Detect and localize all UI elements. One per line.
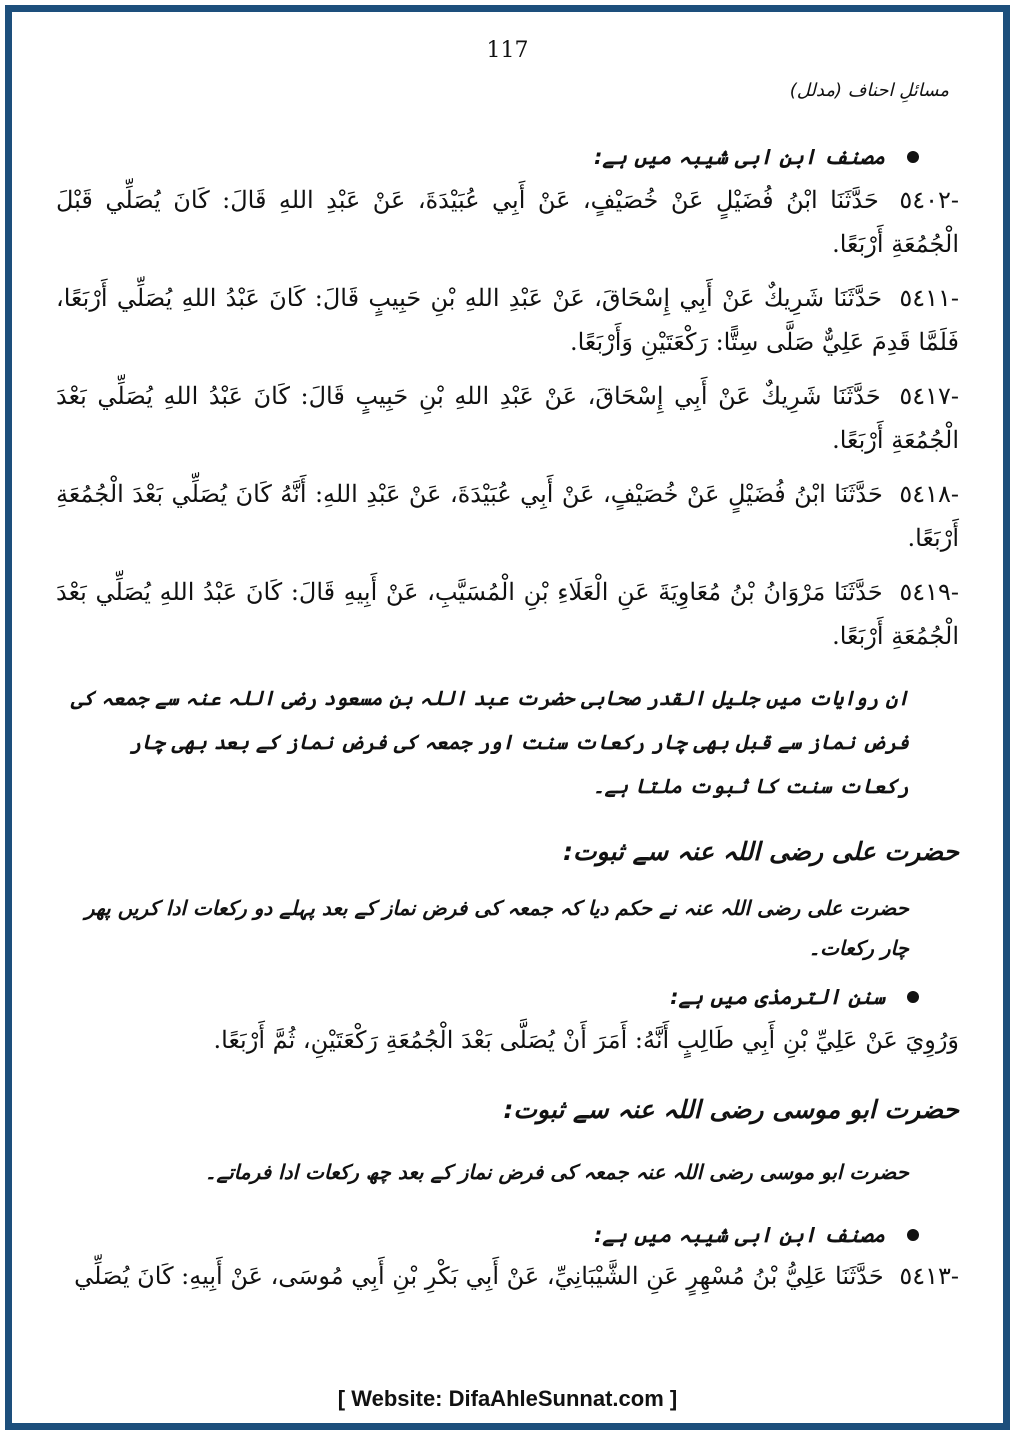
hadith-text: حَدَّثَنَا مَرْوَانُ بْنُ مُعَاوِيَةَ عَنِ الْعَلَاءِ بْنِ الْمُسَيَّبِ، عَنْ أَبِيهِ قَالَ: كَانَ عَبْدُ اللهِ يُصَلِّي بَعْدَ الْجُمُعَةِ أَرْبَعًا. [56,578,959,650]
hazrat-abu-musa-description: حضرت ابو موسی رضی اللہ عنہ جمعہ کی فرض نماز کے بعد چھ رکعات ادا فرماتے۔ [204,1160,909,1184]
website-footer: [ Website: DifaAhleSunnat.com ] [337,1386,678,1411]
bullet-heading-musannaf-2 [56,1218,919,1252]
bullet-heading-musannaf-1 [56,140,919,174]
hadith-5413 [56,1254,959,1298]
hazrat-ali-description: حضرت علی رضی اللہ عنہ نے حکم دیا کہ جمعہ کی فرض نماز کے بعد پہلے دو رکعات ادا کریں پھر چار رکعات۔ [84,896,909,960]
hadith-text: حَدَّثَنَا شَرِيكٌ عَنْ أَبِي إِسْحَاقَ، عَنْ عَبْدِ اللهِ بْنِ حَبِيبٍ قَالَ: كَانَ عَبْدُ اللهِ يُصَلِّي أَرْبَعًا، فَلَمَّا قَدِمَ عَلِيٌّ صَلَّى سِتًّا: رَكْعَتَيْنِ وَأَرْبَعًا. [56,284,959,356]
heading-hazrat-abu-musa: حضرت ابو موسی رضی اللہ عنہ سے ثبوت: [503,1095,959,1124]
hadith-number: -٥٤١٣ [899,1262,959,1290]
running-head: مسائلِ احناف (مدلل) [789,80,949,101]
hadith-number: -٥٤١٩ [899,578,959,606]
hadith-text: حَدَّثَنَا شَرِيكٌ عَنْ أَبِي إِسْحَاقَ، عَنْ عَبْدِ اللهِ بْنِ حَبِيبٍ قَالَ: كَانَ عَبْدُ اللهِ يُصَلِّي بَعْدَ الْجُمُعَةِ أَرْبَعًا. [56,382,959,454]
bullet-heading-tirmidhi [56,980,919,1014]
hadith-5418 [56,472,959,560]
bullet-icon [907,151,919,163]
bullet-heading-text: مصنف ابن ابی شیبہ میں ہے: [593,145,885,169]
hadith-number: -٥٤١١ [899,284,959,312]
hadith-5411 [56,276,959,364]
heading-hazrat-ali: حضرت علی رضی اللہ عنہ سے ثبوت: [563,837,959,866]
hadith-text: حَدَّثَنَا ابْنُ فُضَيْلٍ عَنْ خُصَيْفٍ، عَنْ أَبِي عُبَيْدَةَ، عَنْ عَبْدِ اللهِ: أَنَّهُ كَانَ يُصَلِّي بَعْدَ الْجُمُعَةِ أَرْبَعًا. [56,480,959,552]
hadith-5419 [56,570,959,658]
hadith-5402 [56,178,959,266]
page-number: 117 [486,38,529,63]
bullet-heading-text: سنن الترمذی میں ہے: [670,985,885,1009]
hadith-5417 [56,374,959,462]
hadith-number: -٥٤١٨ [899,480,960,508]
tirmidhi-narration: وَرُوِيَ عَنْ عَلِيِّ بْنِ أَبِي طَالِبٍ أَنَّهُ: أَمَرَ أَنْ يُصَلَّى بَعْدَ الْجُمُعَةِ رَكْعَتَيْنِ، ثُمَّ أَرْبَعًا. [213,1026,959,1054]
hadith-number: -٥٤٠٢ [899,186,959,214]
bullet-icon [907,991,919,1003]
bullet-icon [907,1229,919,1241]
bullet-heading-text: مصنف ابن ابی شیبہ میں ہے: [593,1223,885,1247]
hadith-text: حَدَّثَنَا عَلِيُّ بْنُ مُسْهِرٍ عَنِ الشَّيْبَانِيِّ، عَنْ أَبِي بَكْرِ بْنِ أَبِي مُوسَى، عَنْ أَبِيهِ: كَانَ يُصَلِّي [74,1262,884,1290]
hadith-text: حَدَّثَنَا ابْنُ فُضَيْلٍ عَنْ خُصَيْفٍ، عَنْ أَبِي عُبَيْدَةَ، عَنْ عَبْدِ اللهِ قَالَ: كَانَ يُصَلِّي قَبْلَ الْجُمُعَةِ أَرْبَعًا. [56,186,959,258]
hadith-number: -٥٤١٧ [899,382,959,410]
summary-paragraph: ان روایات میں جلیل القدر صحابی حضرت عبد اللہ بن مسعود رضی اللہ عنہ سے جمعہ کی فرض نماز سے قبل بھی چار رکعات سنت اور جمعہ کی فرض نماز کے بعد بھی چار رکعات سنت کا ثبوت ملتا ہے۔ [71,686,909,798]
page-body [56,140,959,1298]
